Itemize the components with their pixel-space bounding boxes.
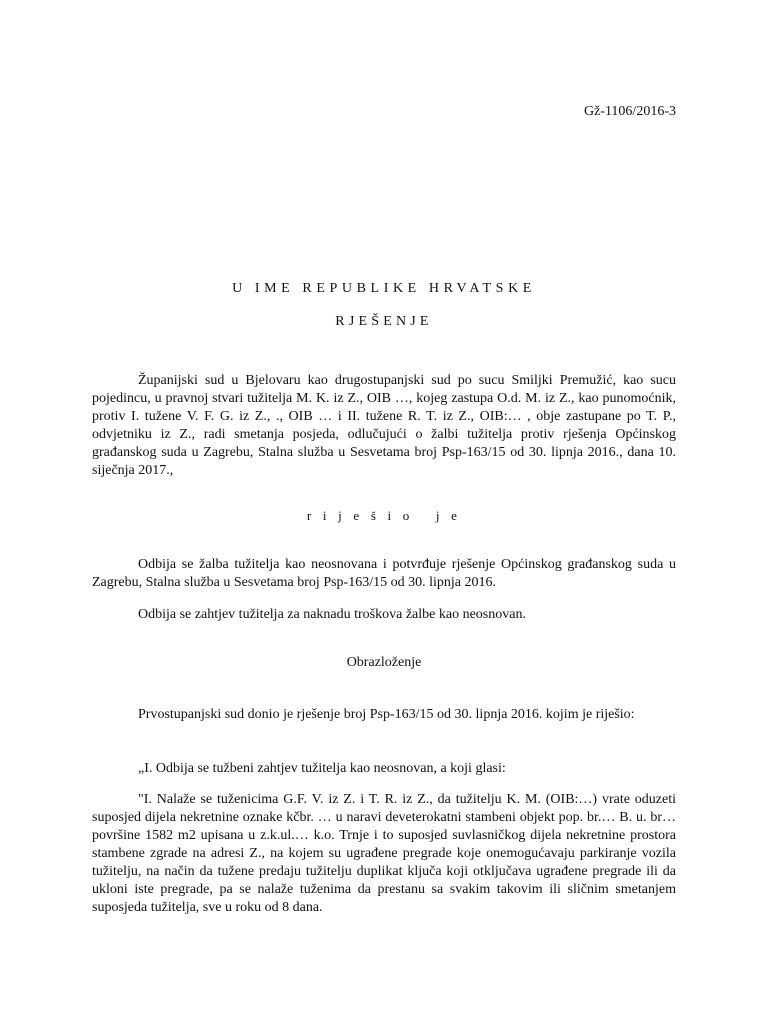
decision-paragraph-2: Odbija se zahtjev tužitelja za naknadu troškova žalbe kao neosnovan. bbox=[138, 607, 526, 622]
quote-paragraph-1: „I. Odbija se tužbeni zahtjev tužitelja kao neosnovan, a koji glasi: bbox=[138, 761, 506, 776]
document-heading: U IME REPUBLIKE HRVATSKE bbox=[232, 281, 536, 296]
ruling-word: r i j e š i o j e bbox=[306, 508, 462, 523]
quote-paragraph-2: "I. Nalaže se tuženicima G.F. V. iz Z. i T. R. iz Z., da tužitelju K. M. (OIB:…) vrate oduzeti suposjed dijela nekretnine oznake kčbr. … u naravi deveterokatni stambeni objekt pop. br.… B. u. br…površine 1582 m2 upisana u z.k.ul.… k.o. Trnje i to suposjed suvlasničkog dijela nekretnine prostora stambene zgrade na adresi Z., na kojem su ugrađene pregrade koje onemogućavaju parkiranje vozila tužitelju, na način da tužene predaju tužitelju duplikat ključa koji otključava ugrađene pregrade ili da ukloni iste pregrade, pa se nalaže tuženima da prestanu sa svakim takovim ili sličnim smetanjem suposjeda tužitelja, sve u roku od 8 dana. bbox=[92, 792, 676, 915]
document-title: RJEŠENJE bbox=[335, 314, 433, 329]
case-number: Gž-1106/2016-3 bbox=[583, 104, 676, 119]
reasoning-title: Obrazloženje bbox=[346, 655, 422, 670]
decision-paragraph-1: Odbija se žalba tužitelja kao neosnovana i potvrđuje rješenje Općinskog građanskog suda u Zagrebu, Stalna služba u Sesvetama broj Psp-163/15 od 30. lipnja 2016. bbox=[92, 557, 676, 590]
reasoning-paragraph-1: Prvostupanjski sud donio je rješenje broj Psp-163/15 od 30. lipnja 2016. kojim je riješio: bbox=[138, 707, 635, 722]
intro-paragraph: Županijski sud u Bjelovaru kao drugostupanjski sud po sucu Smiljki Premužić, kao sucu pojedincu, u pravnoj stvari tužitelja M. K. iz Z., OIB …, kojeg zastupa O.d. M. iz Z., kao punomoćnik, protiv I. tužene V. F. G. iz Z., ., OIB … i II. tužene R. T. iz Z., OIB:… , obje zastupane po T. P., odvjetniku iz Z., radi smetanja posjeda, odlučujući o žalbi tužitelja protiv rješenja Općinskog građanskog suda u Zagrebu, Stalna služba u Sesvetama broj Psp-163/15 od 30. lipnja 2016., dana 10. siječnja 2017., bbox=[92, 373, 676, 478]
